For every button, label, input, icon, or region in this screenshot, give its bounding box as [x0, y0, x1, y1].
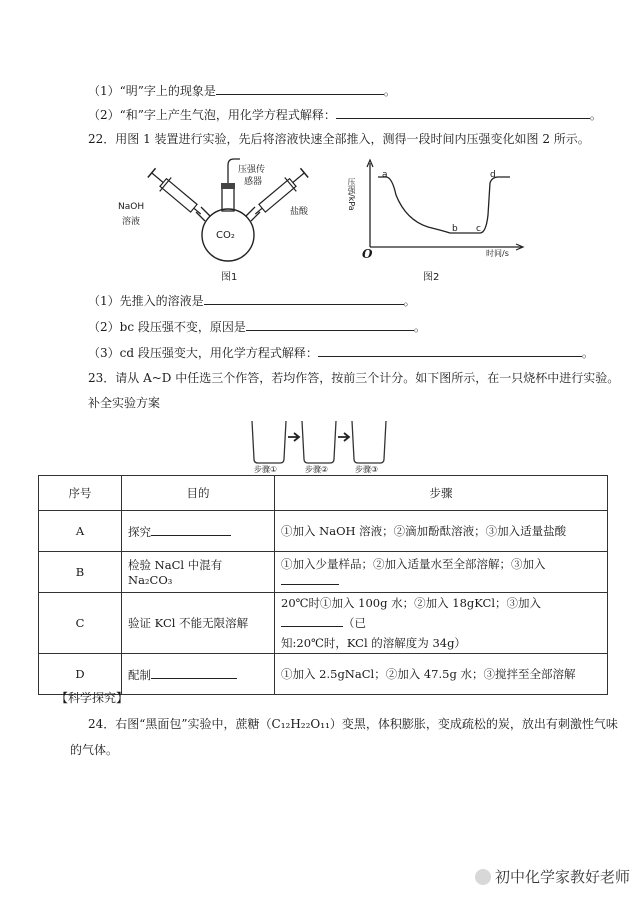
table-header-row: [39, 476, 608, 511]
fig2-ylabel: 压强/kPa: [347, 178, 356, 211]
fig2-point-b: b: [452, 224, 458, 234]
answer-blank[interactable]: [151, 666, 237, 679]
step-label-1: 步骤①: [254, 465, 278, 474]
row-purpose: 验证 KCl 不能无限溶解: [122, 593, 275, 654]
fig2-xlabel: 时间/s: [486, 249, 509, 258]
row-purpose: 配制: [122, 654, 275, 695]
fig2-origin: O: [362, 247, 373, 261]
fig1-label-sensor-2: 感器: [244, 177, 263, 187]
section-heading: 【科学探究】: [56, 691, 129, 705]
q22-part1: （1）先推入的溶液是 。: [88, 294, 416, 308]
step-label-2: 步骤②: [305, 465, 329, 474]
q23-stem: 23．请从 A~D 中任选三个作答，若均作答，按前三个计分。如下图所示，在一只烧杯中进行实验。: [88, 371, 620, 385]
q22-part3: （3）cd 段压强变大，用化学方程式解释： 。: [88, 346, 594, 360]
answer-blank[interactable]: [318, 344, 582, 357]
q22-stem: 22．用图 1 装置进行实验，先后将溶液快速全部推入，测得一段时间内压强变化如图 2 所示。: [88, 132, 590, 146]
fig1-label-naoh: NaOH: [118, 202, 145, 212]
answer-blank[interactable]: [151, 523, 231, 536]
table-row: [39, 552, 608, 593]
row-steps: ①加入 NaOH 溶液；②滴加酚酞溶液；③加入适量盐酸: [275, 511, 608, 552]
fig1-label-solution: 溶液: [122, 217, 141, 227]
fig1-label-co2: CO₂: [216, 230, 235, 241]
header-purpose: 目的: [122, 476, 275, 511]
watermark: 初中化学家教好老师: [475, 866, 630, 887]
fig1-caption: 图1: [221, 272, 238, 283]
q23-stem-2: 补全实验方案: [88, 396, 161, 410]
arrow-1: [288, 433, 299, 441]
q21-part2: （2）“和”字上产生气泡，用化学方程式解释： 。: [88, 108, 602, 122]
fig2-caption: 图2: [423, 272, 440, 283]
fig1-label-hcl: 盐酸: [290, 207, 309, 217]
arrow-2: [338, 433, 349, 441]
row-steps: 20℃时①加入 100g 水；②加入 18gKCl；③加入（已 知:20℃时，KCl 的溶解度为 34g）: [275, 593, 608, 654]
answer-blank[interactable]: [204, 292, 404, 305]
row-id: C: [39, 593, 122, 654]
flask-neck: [222, 187, 234, 211]
q24-line-1: 24．右图“黑面包”实验中，蔗糖（C₁₂H₂₂O₁₁）变黑，体积膨胀，变成疏松的炭，放出有刺激性气味: [88, 717, 618, 731]
q22-part2: （2）bc 段压强不变，原因是 。: [88, 320, 426, 334]
wechat-icon: [475, 869, 491, 885]
beaker-2: [302, 421, 336, 463]
answer-blank[interactable]: [281, 572, 339, 585]
fig2-point-a: a: [382, 170, 388, 180]
row-id: D: [39, 654, 122, 695]
beaker-1: [252, 421, 286, 463]
row-steps: ①加入 2.5gNaCl；②加入 47.5g 水；③搅拌至全部溶解: [275, 654, 608, 695]
row-purpose: 探究: [122, 511, 275, 552]
header-steps: 步骤: [275, 476, 608, 511]
header-id: 序号: [39, 476, 122, 511]
fig1-label-sensor: 压强传: [238, 165, 266, 175]
q21-part1: （1）“明”字上的现象是 。: [88, 84, 396, 98]
table-row: [39, 511, 608, 552]
beaker-3: [352, 421, 386, 463]
q24-line-2: 的气体。: [70, 743, 119, 757]
pressure-curve: [378, 177, 510, 233]
fig2-point-d: d: [490, 170, 496, 180]
row-steps: ①加入少量样品；②加入适量水至全部溶解；③加入: [275, 552, 608, 593]
table-row: [39, 654, 608, 695]
answer-blank[interactable]: [246, 318, 414, 331]
experiment-table: [38, 475, 608, 695]
row-purpose: 检验 NaCl 中混有 Na₂CO₃: [122, 552, 275, 593]
row-id: A: [39, 511, 122, 552]
answer-blank[interactable]: [336, 106, 590, 119]
table-row: [39, 593, 608, 654]
step-label-3: 步骤③: [355, 465, 379, 474]
answer-blank[interactable]: [216, 82, 384, 95]
answer-blank[interactable]: [281, 614, 343, 627]
row-id: B: [39, 552, 122, 593]
fig2-point-c: c: [476, 224, 481, 234]
